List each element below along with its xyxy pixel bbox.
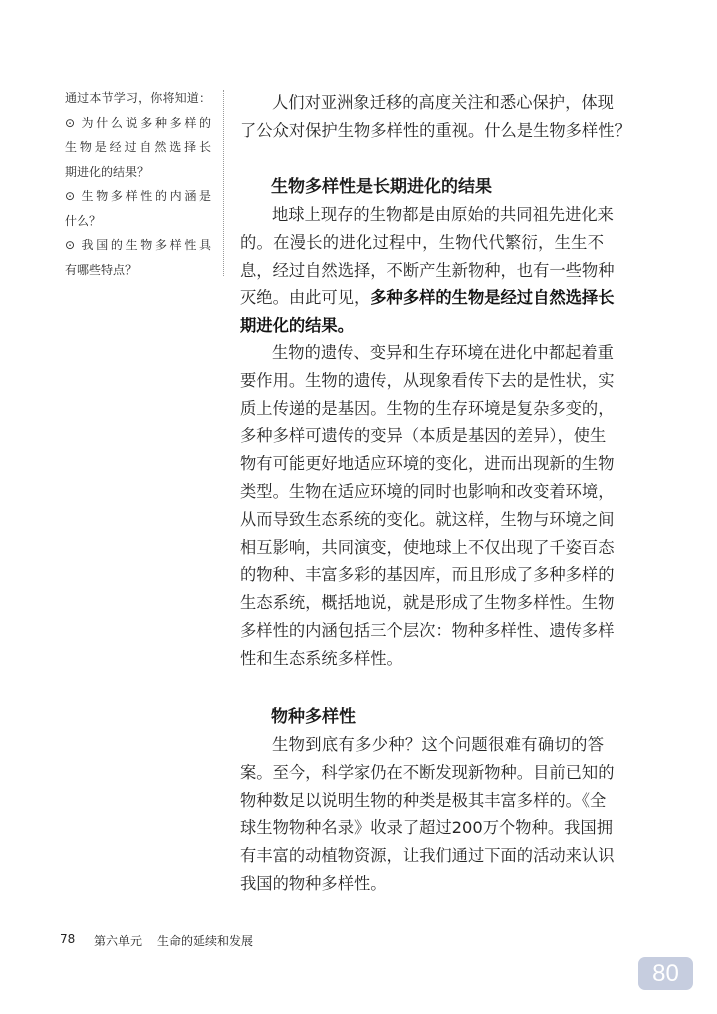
text: 的。在漫长的进化过程中，生物代代繁衍，生生不: [240, 232, 604, 252]
paragraph-line: [272, 93, 614, 113]
text: 物有可能更好地适应环境的变化，进而出现新的生物: [240, 454, 615, 474]
paragraph-line: [240, 316, 604, 336]
text: 性和生态系统多样性。: [240, 648, 403, 668]
paragraph-line: [240, 482, 615, 502]
text: 生物到底有多少种？这个问题很难有确切的答: [272, 735, 604, 754]
page-badge[interactable]: 80: [638, 957, 693, 990]
paragraph-line: [240, 846, 615, 866]
paragraph-line: [240, 509, 615, 530]
text: 了公众对保护生物多样性的重视。什么是生物多样性？: [240, 120, 631, 140]
text: 质上传递的是基因。生物的生存环境是复杂多变的，: [240, 398, 615, 418]
dotted-divider: [223, 90, 224, 276]
paragraph-line: [240, 593, 615, 613]
text: 球生物物种名录》收录了超过200万个物种。我国拥: [240, 818, 613, 838]
text: 多样性的内涵包括三个层次：物种多样性、遗传多样: [240, 621, 615, 640]
text: 灭绝。由此可见，: [240, 288, 371, 308]
section-heading-species-diversity: 物种多样性: [271, 707, 356, 727]
paragraph-line: [240, 565, 615, 585]
paragraph-line: [240, 370, 615, 391]
text: 类型。生物在适应环境的同时也影响和改变着环境，: [240, 482, 615, 501]
paragraph-line: [240, 537, 615, 558]
bold-text: 期进化的结果。: [240, 316, 354, 336]
paragraph-line: [240, 649, 604, 669]
text: 有丰富的动植物资源，让我们通过下面的活动来认识: [240, 846, 615, 866]
text: 息，经过自然选择，不断产生新物种，也有一些物种: [240, 260, 615, 280]
text: 我国的物种多样性。: [240, 874, 387, 893]
paragraph-line: [240, 790, 607, 811]
paragraph-line: [240, 454, 615, 474]
text: 相互影响，共同演变，使地球上不仅出现了千姿百态: [240, 537, 615, 557]
objective-line: ⊙ 为什么说多种多样的: [65, 115, 211, 130]
footer-page-number: 78: [60, 932, 76, 946]
objective-line: 通过本节学习，你将知道：: [65, 91, 211, 105]
paragraph-line: [240, 398, 615, 419]
paragraph-line: [240, 621, 615, 641]
objective-line: 生物是经过自然选择长: [65, 140, 211, 154]
objective-line: ⊙ 生物多样性的内涵是: [65, 189, 211, 203]
paragraph-line: [272, 343, 614, 363]
text: 的物种、丰富多彩的基因库，而且形成了多种多样的: [240, 565, 615, 585]
objective-line: 期进化的结果？: [65, 164, 150, 179]
text: 多种多样可遗传的变异（本质是基因的差异），使生: [240, 426, 607, 446]
objective-line: 有哪些特点？: [65, 262, 138, 277]
text: 物种数足以说明生物的种类是极其丰富多样的。《全: [240, 790, 607, 810]
text: 人们对亚洲象迁移的高度关注和悉心保护，体现: [272, 93, 614, 112]
paragraph-line: [240, 288, 615, 308]
text: 案。至今，科学家仍在不断发现新物种。目前已知的: [240, 762, 615, 782]
paragraph-line: [240, 233, 604, 253]
paragraph-line: [240, 762, 615, 783]
paragraph-line: [240, 260, 615, 281]
section-heading-evolution: 生物多样性是长期进化的结果: [271, 177, 492, 197]
paragraph-line: [272, 735, 604, 755]
objective-line: ⊙ 我国的生物多样性具: [65, 238, 211, 252]
paragraph-line: [240, 120, 631, 141]
bold-text: 多种多样的生物是经过自然选择长: [370, 288, 615, 308]
text: 要作用。生物的遗传，从现象看传下去的是性状，实: [240, 370, 615, 390]
paragraph-line: [272, 205, 614, 225]
paragraph-line: [240, 874, 604, 894]
text: 从而导致生态系统的变化。就这样，生物与环境之间: [240, 509, 615, 529]
objective-line: 什么？: [65, 213, 102, 228]
text: 地球上现存的生物都是由原始的共同祖先进化来: [272, 205, 614, 224]
paragraph-line: [240, 426, 607, 446]
text: 生物的遗传、变异和生存环境在进化中都起着重: [272, 343, 614, 362]
paragraph-line: [240, 818, 613, 838]
footer-unit: 第六单元: [94, 934, 143, 948]
footer-unit-title: 生命的延续和发展: [157, 934, 254, 948]
text: 生态系统，概括地说，就是形成了生物多样性。生物: [240, 593, 615, 613]
